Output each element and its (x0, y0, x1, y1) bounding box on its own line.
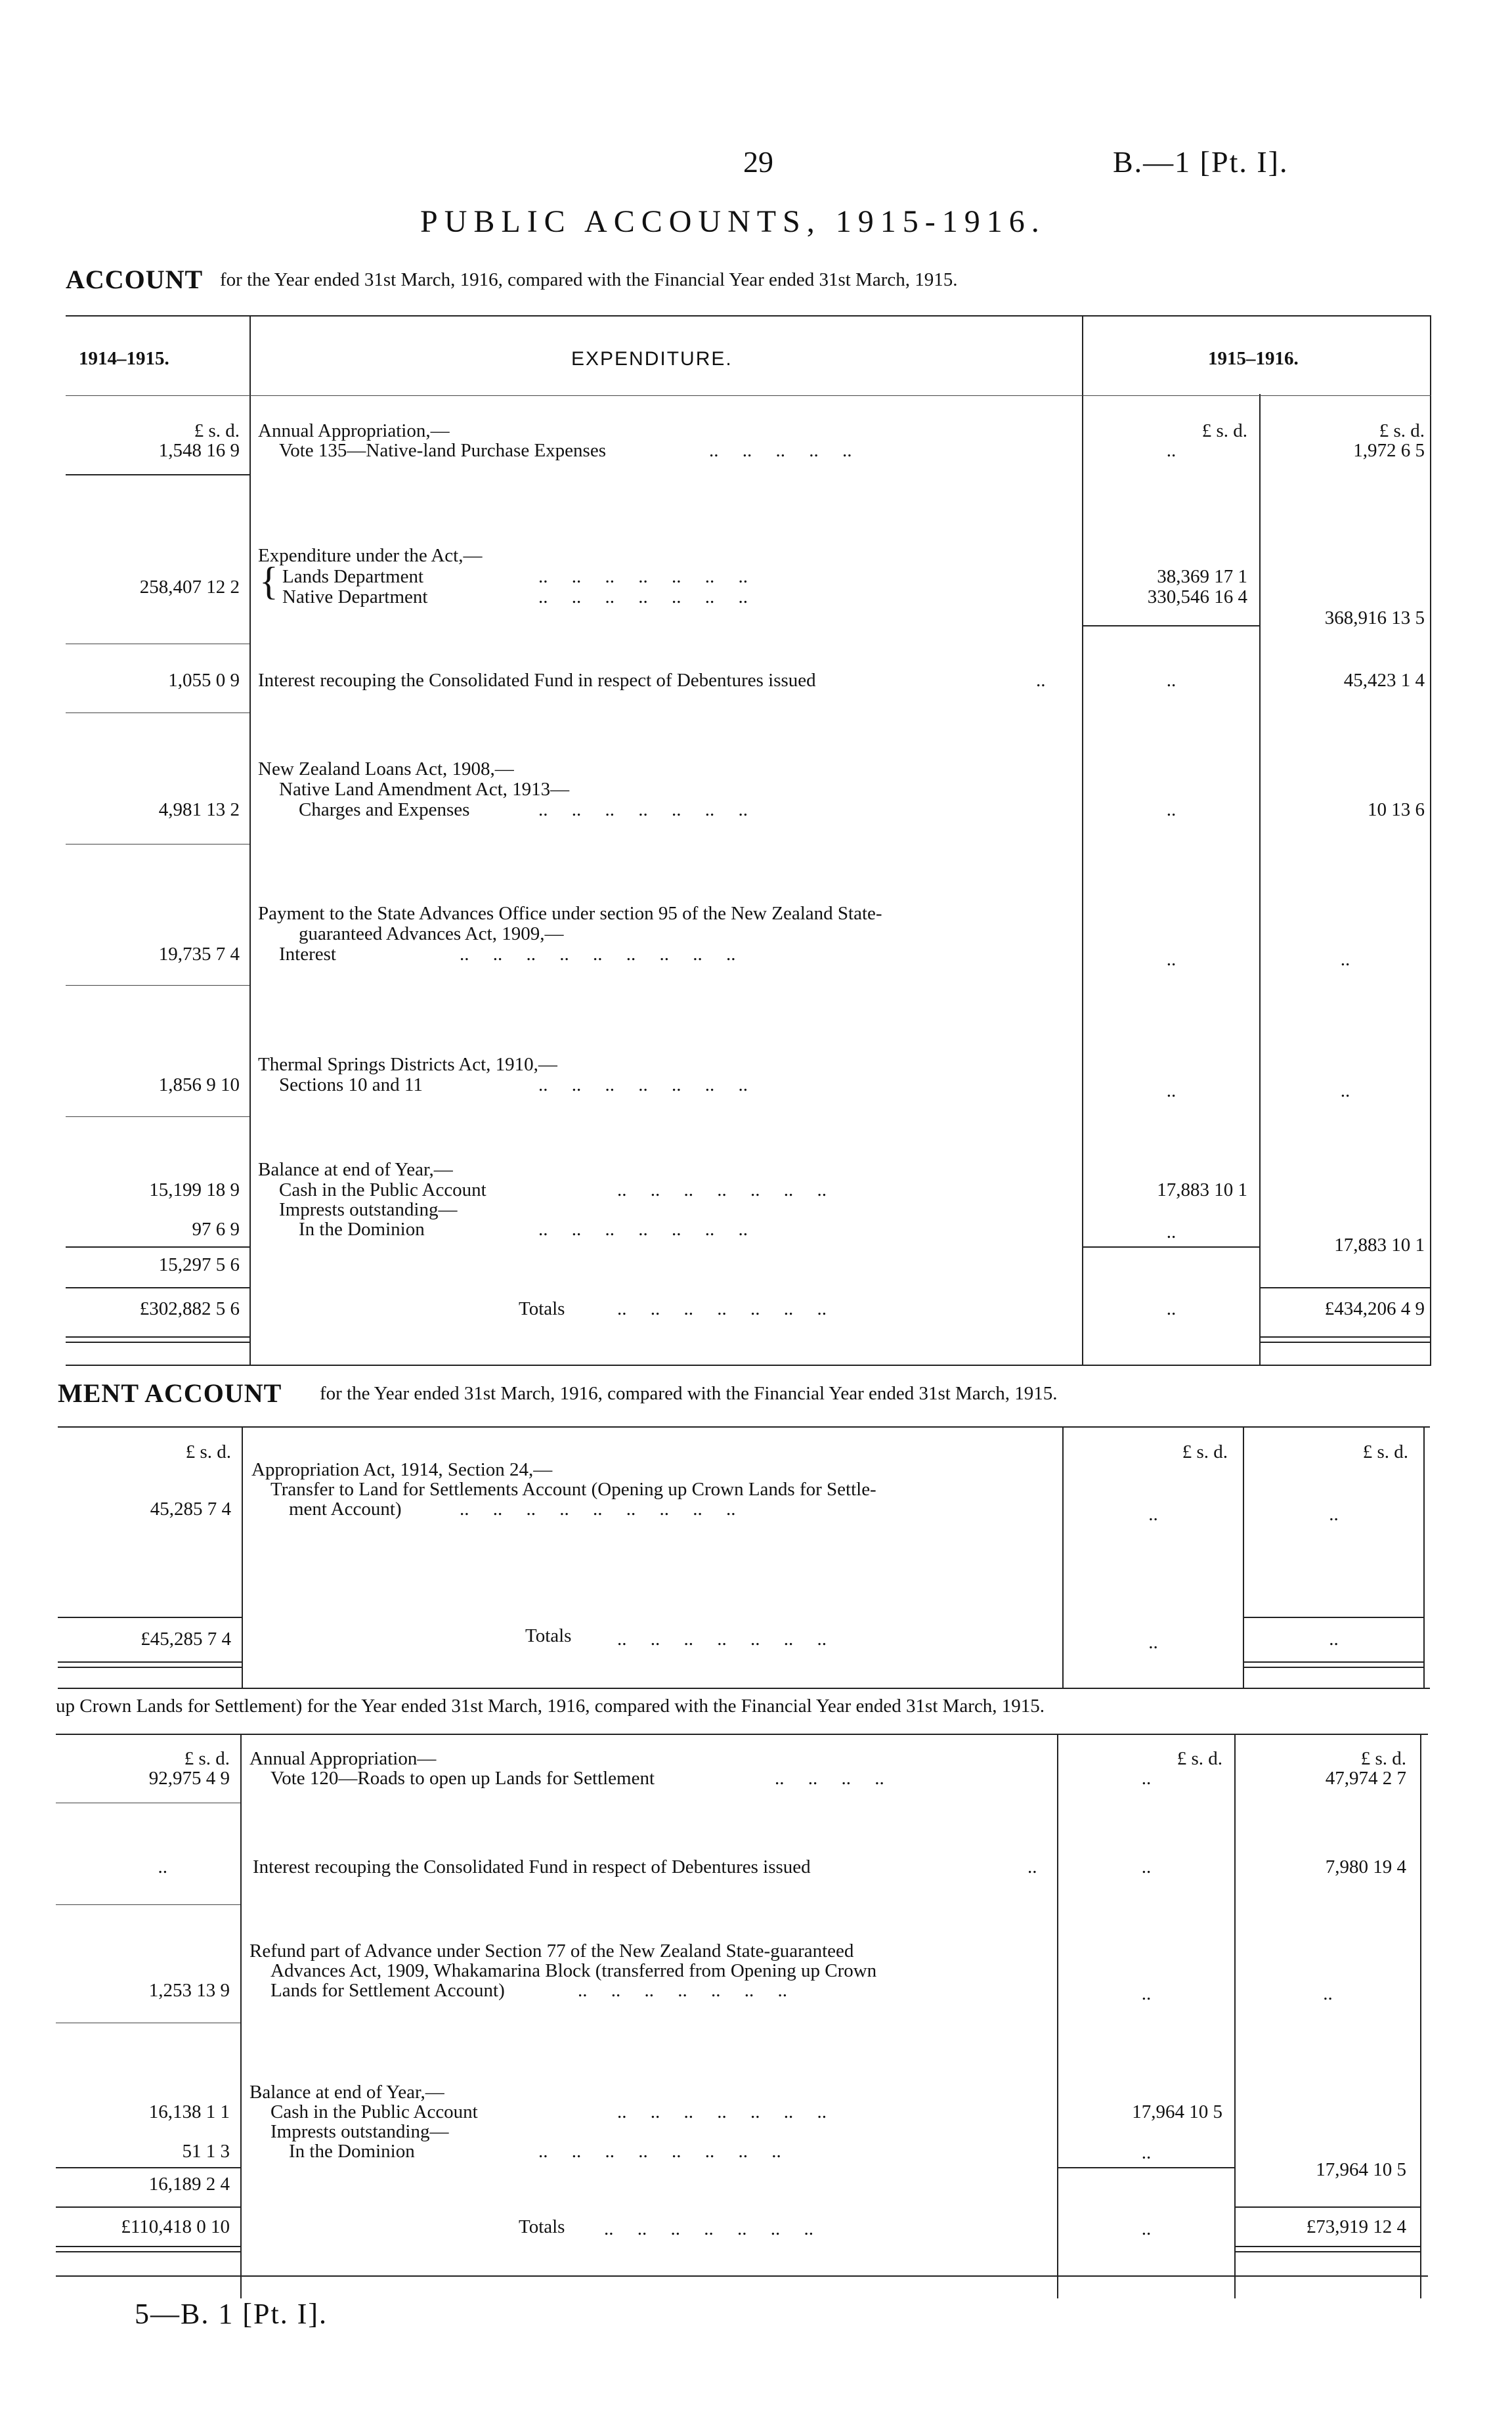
s3-row4-b: 17,964 10 5 (1316, 2159, 1406, 2180)
s3-row3-line3: Lands for Settlement Account) (270, 1980, 505, 2001)
s3-row4-leader2: .. .. .. .. .. .. .. .. (538, 2141, 781, 2162)
section1-heading-text: for the Year ended 31st March, 1916, compared with the Financial Year ended 31st March, 1915. (220, 269, 958, 290)
s3-row2-leader: .. (1027, 1856, 1037, 1877)
s1-row7-line1: Balance at end of Year,— (258, 1159, 453, 1180)
s1-row5-leader: .. .. .. .. .. .. .. .. .. (460, 944, 736, 965)
s1-row5-line2: guaranteed Advances Act, 1909,— (299, 923, 564, 944)
s1-row6-leader: .. .. .. .. .. .. .. (538, 1074, 748, 1095)
currency-header-b: £ s. d. (1379, 420, 1425, 441)
s1-row3-a: .. (1166, 670, 1177, 691)
s3-row4-a-rule (1058, 2167, 1234, 2168)
section3-col-divider-3 (1234, 1734, 1236, 2298)
page-title: PUBLIC ACCOUNTS, 1915-1916. (420, 204, 1046, 239)
section2-col-divider-3 (1243, 1426, 1244, 1689)
page-number: 29 (743, 145, 773, 179)
s2-row-a: .. (1148, 1504, 1158, 1525)
s1-row2-line2: Lands Department (282, 566, 424, 587)
s1-totals-top-rule-prev (66, 1287, 249, 1288)
s1-totals-leader: .. .. .. .. .. .. .. (617, 1298, 827, 1319)
section1-col-divider-3 (1259, 394, 1261, 1366)
s1-row4-prev: 4,981 13 2 (158, 799, 240, 820)
s1-row3-leader: .. (1036, 670, 1046, 691)
s2-totals-bottom-rule-prev-2 (58, 1667, 242, 1668)
s3-row3-b: .. (1323, 1983, 1333, 2004)
s1-row3-prev: 1,055 0 9 (168, 670, 240, 691)
s3-row4-prev-rule (56, 2167, 240, 2168)
s1-row2-subtotal-rule (1083, 625, 1259, 626)
s3-currency-a: £ s. d. (1177, 1748, 1222, 1769)
s2-totals-top-rule-prev (58, 1617, 242, 1618)
s1-totals-top-rule-b (1261, 1287, 1430, 1288)
s1-row4-b: 10 13 6 (1368, 799, 1425, 820)
s3-totals-prev: £110,418 0 10 (121, 2216, 230, 2237)
s1-row5-line3: Interest (279, 944, 336, 965)
s1-row4-line2: Native Land Amendment Act, 1913— (279, 779, 570, 800)
section3-right-edge (1420, 1734, 1421, 2298)
s1-row7-leader2: .. .. .. .. .. .. .. (538, 1219, 748, 1240)
s1-row6-line1: Thermal Springs Districts Act, 1910,— (258, 1054, 557, 1075)
s1-row6-rule (66, 1116, 249, 1117)
section3-top-rule (56, 1734, 1428, 1735)
s3-row1-line2: Vote 120—Roads to open up Lands for Settlement (270, 1768, 655, 1789)
s1-row2-line3: Native Department (282, 586, 428, 607)
section1-bottom-rule (66, 1365, 1431, 1366)
s3-totals-bottom-rule-prev-1 (56, 2246, 240, 2247)
s1-row2-a1: 38,369 17 1 (1157, 566, 1247, 587)
s3-row4-prev1: 16,138 1 1 (148, 2101, 230, 2122)
s3-row1-b: 47,974 2 7 (1325, 1768, 1406, 1789)
section3-col-divider-1 (240, 1734, 242, 2298)
s2-row-leader: .. .. .. .. .. .. .. .. .. (460, 1499, 736, 1520)
s1-row1-line1: Annual Appropriation,— (258, 420, 450, 441)
s1-totals-bottom-rule-b-1 (1261, 1336, 1430, 1338)
s1-row2-brace: { (259, 559, 278, 603)
s1-row7-prev1: 15,199 18 9 (149, 1179, 240, 1200)
section1-header-rule (66, 395, 1431, 396)
s2-row-b: .. (1329, 1504, 1339, 1525)
section3-bottom-rule (56, 2275, 1428, 2277)
s1-row5-prev: 19,735 7 4 (158, 944, 240, 965)
s1-totals-bottom-rule-prev-2 (66, 1342, 249, 1343)
section1-col-divider-2 (1082, 315, 1083, 1366)
s3-row4-prev2: 51 1 3 (182, 2141, 230, 2162)
s3-totals-bottom-rule-b-2 (1236, 2251, 1420, 2252)
section3-heading: up Crown Lands for Settlement) for the Year ended 31st March, 1916, compared with the Financial Year ended 31st March, 1915. (56, 1696, 1045, 1717)
s1-row7-a2: .. (1166, 1221, 1177, 1242)
s1-row6-a: .. (1166, 1080, 1177, 1101)
s1-row3-line1: Interest recouping the Consolidated Fund in respect of Debentures issued (258, 670, 816, 691)
s1-row5-line1: Payment to the State Advances Office under section 95 of the New Zealand State- (258, 903, 882, 924)
s3-row2-b: 7,980 19 4 (1325, 1856, 1406, 1877)
footer-reference: 5—B. 1 [Pt. I]. (135, 2298, 328, 2330)
section2-col-divider-1 (242, 1426, 243, 1689)
s1-row2-a2: 330,546 16 4 (1147, 586, 1247, 607)
s3-row1-a: .. (1141, 1768, 1152, 1789)
s3-totals-bottom-rule-prev-2 (56, 2251, 240, 2252)
s3-row4-leader1: .. .. .. .. .. .. .. (617, 2101, 827, 2122)
s1-row4-line1: New Zealand Loans Act, 1908,— (258, 758, 514, 779)
s1-row7-leader1: .. .. .. .. .. .. .. (617, 1179, 827, 1200)
s3-totals-label: Totals (519, 2216, 565, 2237)
s3-row2-prev: .. (158, 1856, 167, 1877)
s3-totals-a: .. (1141, 2218, 1152, 2239)
s1-row3-b: 45,423 1 4 (1343, 670, 1425, 691)
s1-row2-b: 368,916 13 5 (1324, 607, 1425, 628)
s2-row-line3: ment Account) (289, 1499, 402, 1520)
s1-row1-a: .. (1166, 440, 1177, 461)
s3-row4-line3: Imprests outstanding— (270, 2121, 449, 2142)
s1-row7-b: 17,883 10 1 (1334, 1235, 1425, 1256)
section1-col-divider-1 (249, 315, 251, 1366)
section1-col-prev-header: 1914–1915. (79, 348, 169, 369)
s1-row5-b: .. (1340, 949, 1350, 970)
currency-header-prev: £ s. d. (194, 420, 240, 441)
s1-row6-b: .. (1340, 1080, 1350, 1101)
s3-totals-top-rule-prev (56, 2206, 240, 2208)
s1-row5-rule (66, 985, 249, 986)
s3-row3-prev: 1,253 13 9 (148, 1980, 230, 2001)
s2-currency-a: £ s. d. (1182, 1441, 1228, 1462)
s3-currency-b: £ s. d. (1360, 1748, 1406, 1769)
s1-row4-leader: .. .. .. .. .. .. .. (538, 799, 748, 820)
s3-row3-line2: Advances Act, 1909, Whakamarina Block (transferred from Opening up Crown (270, 1960, 877, 1981)
s1-row4-a: .. (1166, 799, 1177, 820)
s2-totals-bottom-rule-b-2 (1244, 1667, 1423, 1668)
s2-totals-bottom-rule-b-1 (1244, 1661, 1423, 1663)
section1-col-expenditure-header: EXPENDITURE. (571, 348, 733, 370)
s1-row7-a-rule (1083, 1246, 1259, 1248)
s1-row2-leader2: .. .. .. .. .. .. .. (538, 586, 748, 607)
s2-currency-b: £ s. d. (1362, 1441, 1408, 1462)
s1-row2-line1: Expenditure under the Act,— (258, 545, 483, 566)
section1-heading-bold: ACCOUNT (66, 265, 204, 294)
s2-totals-a: .. (1148, 1632, 1158, 1653)
s2-totals-label: Totals (525, 1625, 572, 1646)
section3-col-divider-2 (1057, 1734, 1058, 2298)
s3-row3-a: .. (1141, 1983, 1152, 2004)
section2-heading-bold: MENT ACCOUNT (58, 1378, 282, 1408)
s1-row7-a1: 17,883 10 1 (1157, 1179, 1247, 1200)
s3-row4-line1: Balance at end of Year,— (249, 2082, 444, 2103)
s2-totals-prev: £45,285 7 4 (140, 1629, 231, 1650)
section1-col-curr-header: 1915–1916. (1208, 348, 1299, 369)
s3-totals-b: £73,919 12 4 (1306, 2216, 1406, 2237)
s1-totals-label: Totals (519, 1298, 565, 1319)
s1-totals-prev: £302,882 5 6 (139, 1298, 240, 1319)
s2-row-prev: 45,285 7 4 (150, 1499, 231, 1520)
s1-row7-line4: In the Dominion (299, 1219, 425, 1240)
s1-row2-leader1: .. .. .. .. .. .. .. (538, 566, 748, 587)
s1-row7-prev-rule (66, 1246, 249, 1248)
section1-top-rule (66, 315, 1431, 317)
s3-row2-rule (56, 1904, 240, 1905)
currency-header-a: £ s. d. (1201, 420, 1247, 441)
section2-bottom-rule (58, 1688, 1430, 1689)
s2-row-line1: Appropriation Act, 1914, Section 24,— (251, 1459, 553, 1480)
s3-totals-bottom-rule-b-1 (1236, 2246, 1420, 2247)
s1-totals-a: .. (1166, 1298, 1177, 1319)
s3-row1-line1: Annual Appropriation— (249, 1748, 437, 1769)
s3-row3-line1: Refund part of Advance under Section 77 of the New Zealand State-guaranteed (249, 1941, 854, 1962)
section2-top-rule (58, 1426, 1430, 1428)
document-reference: B.—1 [Pt. I]. (1113, 145, 1289, 179)
s3-totals-leader: .. .. .. .. .. .. .. (604, 2218, 813, 2239)
s1-row5-a: .. (1166, 949, 1177, 970)
s1-row6-line2: Sections 10 and 11 (279, 1074, 423, 1095)
s1-row1-prev: 1,548 16 9 (158, 440, 240, 461)
s3-row4-a2: .. (1141, 2142, 1152, 2163)
s3-currency-prev: £ s. d. (184, 1748, 230, 1769)
s1-row6-prev: 1,856 9 10 (158, 1074, 240, 1095)
section2-heading-text: for the Year ended 31st March, 1916, compared with the Financial Year ended 31st March, 1915. (320, 1383, 1058, 1404)
s2-currency-prev: £ s. d. (185, 1441, 231, 1462)
s1-row2-prev: 258,407 12 2 (139, 577, 240, 598)
s3-row4-line2: Cash in the Public Account (270, 2101, 478, 2122)
s2-row-line2: Transfer to Land for Settlements Account (Opening up Crown Lands for Settle- (270, 1479, 876, 1500)
s1-row7-prev2: 97 6 9 (192, 1219, 240, 1240)
s3-row4-prev3: 16,189 2 4 (148, 2174, 230, 2195)
s3-row2-a: .. (1141, 1856, 1152, 1877)
s3-row4-a1: 17,964 10 5 (1132, 2101, 1222, 2122)
s1-totals-bottom-rule-b-2 (1261, 1342, 1430, 1343)
s3-row3-leader: .. .. .. .. .. .. .. (578, 1980, 787, 2001)
s2-totals-top-rule-b (1244, 1617, 1423, 1618)
s2-totals-bottom-rule-prev-1 (58, 1661, 242, 1663)
s2-totals-b: .. (1329, 1629, 1339, 1650)
s1-row4-line3: Charges and Expenses (299, 799, 470, 820)
s1-row7-line2: Cash in the Public Account (279, 1179, 486, 1200)
s2-totals-leader: .. .. .. .. .. .. .. (617, 1629, 827, 1650)
section1-right-edge (1430, 315, 1431, 1366)
s3-row1-leader: .. .. .. .. (775, 1768, 884, 1789)
s1-row7-prev3: 15,297 5 6 (158, 1254, 240, 1275)
s1-row7-line3: Imprests outstanding— (279, 1199, 458, 1220)
s1-totals-bottom-rule-prev-1 (66, 1336, 249, 1338)
s1-row1-rule (66, 474, 249, 475)
s1-totals-b: £434,206 4 9 (1324, 1298, 1425, 1319)
s1-row1-leader: .. .. .. .. .. (709, 440, 852, 461)
s3-row2-line1: Interest recouping the Consolidated Fund in respect of Debentures issued (253, 1856, 811, 1877)
s3-row1-prev: 92,975 4 9 (148, 1768, 230, 1789)
s3-totals-top-rule-b (1236, 2206, 1420, 2208)
s1-row1-b: 1,972 6 5 (1353, 440, 1425, 461)
s3-row4-line4: In the Dominion (289, 2141, 415, 2162)
s1-row1-line2: Vote 135—Native-land Purchase Expenses (279, 440, 606, 461)
section2-right-edge (1423, 1426, 1425, 1689)
